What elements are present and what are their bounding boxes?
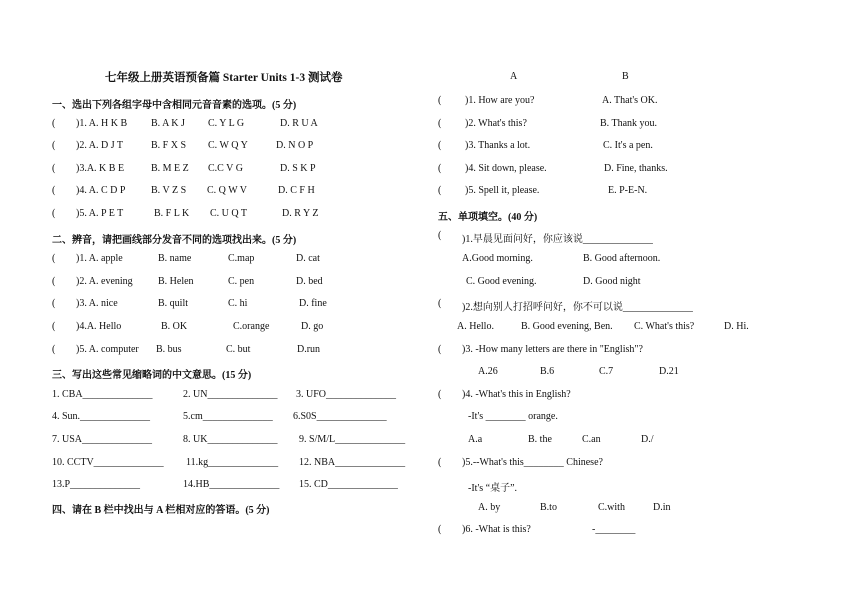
option-c: C.with (598, 502, 625, 513)
answer-paren: ( (52, 298, 56, 309)
match-question: )3. Thanks a lot. (465, 140, 531, 151)
option-d: D. Hi. (724, 321, 749, 332)
match-answer: B. Thank you. (600, 118, 658, 129)
question-line-2: -It's ________ orange. (468, 411, 558, 422)
option-d: D.in (653, 502, 671, 513)
question-stem: )5.--What's this________ Chinese? (462, 457, 603, 468)
option-c: C.map (228, 253, 255, 264)
option-a: )3.A. K B E (76, 163, 125, 174)
option-b: B. V Z S (151, 185, 187, 196)
column-b-header: B (622, 71, 629, 82)
option-a: A. by (478, 502, 501, 513)
answer-paren: ( (52, 163, 56, 174)
option-d: D. Good night (583, 276, 641, 287)
answer-paren: ( (52, 253, 56, 264)
option-b: B.to (540, 502, 557, 513)
answer-paren: ( (52, 185, 56, 196)
option-d: D. bed (296, 276, 323, 287)
option-a: )2. A. D J T (76, 140, 124, 151)
answer-paren: ( (438, 457, 442, 468)
option-d: D./ (641, 434, 654, 445)
section-3-heading: 三、写出这些常见缩略词的中文意思。(15 分) (52, 370, 252, 381)
match-answer: A. That's OK. (602, 95, 658, 106)
option-a: A.a (468, 434, 483, 445)
option-a: )1. A. apple (76, 253, 123, 264)
answer-paren: ( (52, 140, 56, 151)
option-a: A.Good morning. (462, 253, 533, 264)
match-question: )5. Spell it, please. (465, 185, 540, 196)
option-c: C. U Q T (210, 208, 248, 219)
question-line-2: -It's “桌子”. (468, 483, 518, 494)
answer-blank: -________ (592, 524, 636, 535)
abbr-item: 6.S0S______________ (293, 411, 387, 422)
match-answer: D. Fine, thanks. (604, 163, 668, 174)
column-a-header: A (510, 71, 518, 82)
abbr-item: 10. CCTV______________ (52, 457, 164, 468)
option-c: C.7 (599, 366, 614, 377)
answer-paren: ( (52, 344, 56, 355)
option-d: D. fine (299, 298, 327, 309)
question-stem: )3. -How many letters are there in "English"? (462, 344, 643, 355)
option-d: D. S K P (280, 163, 316, 174)
answer-paren: ( (438, 389, 442, 400)
option-b: B. M E Z (151, 163, 189, 174)
section-2-heading: 二、辨音，请把画线部分发音不同的选项找出来。(5 分) (52, 235, 297, 246)
abbr-item: 12. NBA______________ (299, 457, 406, 468)
option-d: D. go (301, 321, 324, 332)
option-d: D. cat (296, 253, 320, 264)
option-b: B. bus (156, 344, 182, 355)
option-c: C. Y L G (208, 118, 245, 129)
abbr-item: 15. CD______________ (299, 479, 398, 490)
option-c: C. pen (228, 276, 255, 287)
abbr-item: 2. UN______________ (183, 389, 278, 400)
abbr-item: 7. USA______________ (52, 434, 153, 445)
option-c: C. W Q Y (208, 140, 248, 151)
option-d: D. N O P (276, 140, 314, 151)
answer-paren: ( (52, 208, 56, 219)
option-b: B. Good afternoon. (583, 253, 661, 264)
option-d: D.run (297, 344, 321, 355)
option-a: )4. A. C D P (76, 185, 126, 196)
option-d: D.21 (659, 366, 679, 377)
option-b: B. the (528, 434, 552, 445)
option-d: D. R U A (280, 118, 318, 129)
match-question: )4. Sit down, please. (465, 163, 547, 174)
option-d: D. C F H (278, 185, 315, 196)
answer-paren: ( (52, 118, 56, 129)
answer-paren: ( (438, 344, 442, 355)
answer-paren: ( (438, 163, 442, 174)
answer-paren: ( (438, 118, 442, 129)
option-b: B. A K J (151, 118, 185, 129)
match-answer: C. It's a pen. (603, 140, 653, 151)
match-answer: E. P-E-N. (608, 185, 648, 196)
option-c: C. What's this? (634, 321, 695, 332)
option-b: B. name (158, 253, 192, 264)
option-a: )2. A. evening (76, 276, 133, 287)
match-question: )1. How are you? (465, 95, 535, 106)
option-a: A.26 (478, 366, 498, 377)
abbr-item: 5.cm______________ (183, 411, 273, 422)
option-a: )3. A. nice (76, 298, 118, 309)
option-a: )5. A. computer (76, 344, 139, 355)
answer-paren: ( (438, 95, 442, 106)
option-c: C.an (582, 434, 601, 445)
abbr-item: 1. CBA______________ (52, 389, 153, 400)
option-c: C.orange (233, 321, 270, 332)
option-b: B.6 (540, 366, 555, 377)
section-1-heading: 一、选出下列各组字母中含相同元音音素的选项。(5 分) (52, 100, 297, 111)
answer-paren: ( (438, 140, 442, 151)
option-b: B. Helen (158, 276, 194, 287)
option-c: C. but (226, 344, 251, 355)
abbr-item: 13.P______________ (52, 479, 141, 490)
question-stem: )1.早晨见面问好，你应该说______________ (462, 234, 653, 245)
option-a: A. Hello. (457, 321, 494, 332)
option-c: C. hi (228, 298, 248, 309)
abbr-item: 3. UFO______________ (296, 389, 397, 400)
option-b: B. quilt (158, 298, 189, 309)
option-c: C. Q W V (207, 185, 248, 196)
option-b: B. Good evening, Ben. (521, 321, 613, 332)
abbr-item: 8. UK______________ (183, 434, 278, 445)
abbr-item: 11.kg______________ (186, 457, 279, 468)
option-b: B. F L K (154, 208, 190, 219)
section-5-heading: 五、单项填空。(40 分) (438, 212, 538, 223)
option-a: )4.A. Hello (76, 321, 122, 332)
option-b: B. OK (161, 321, 188, 332)
option-a: )1. A. H K B (76, 118, 128, 129)
section-4-heading: 四、请在 B 栏中找出与 A 栏相对应的答语。(5 分) (52, 505, 270, 516)
option-d: D. R Y Z (282, 208, 319, 219)
option-c: C.C V G (208, 163, 243, 174)
option-b: B. F X S (151, 140, 187, 151)
question-stem: )6. -What is this? (462, 524, 531, 535)
answer-paren: ( (438, 524, 442, 535)
match-question: )2. What's this? (465, 118, 527, 129)
answer-paren: ( (52, 321, 56, 332)
question-stem: )4. -What's this in English? (462, 389, 571, 400)
page-title: 七年级上册英语预备篇 Starter Units 1-3 测试卷 (105, 72, 343, 84)
answer-paren: ( (438, 185, 442, 196)
answer-paren: ( (52, 276, 56, 287)
question-stem: )2.想向别人打招呼问好，你不可以说______________ (462, 302, 693, 313)
answer-paren: ( (438, 298, 442, 309)
abbr-item: 4. Sun.______________ (52, 411, 151, 422)
option-c: C. Good evening. (466, 276, 537, 287)
option-a: )5. A. P E T (76, 208, 124, 219)
abbr-item: 14.HB______________ (183, 479, 280, 490)
answer-paren: ( (438, 230, 442, 241)
abbr-item: 9. S/M/L______________ (299, 434, 406, 445)
